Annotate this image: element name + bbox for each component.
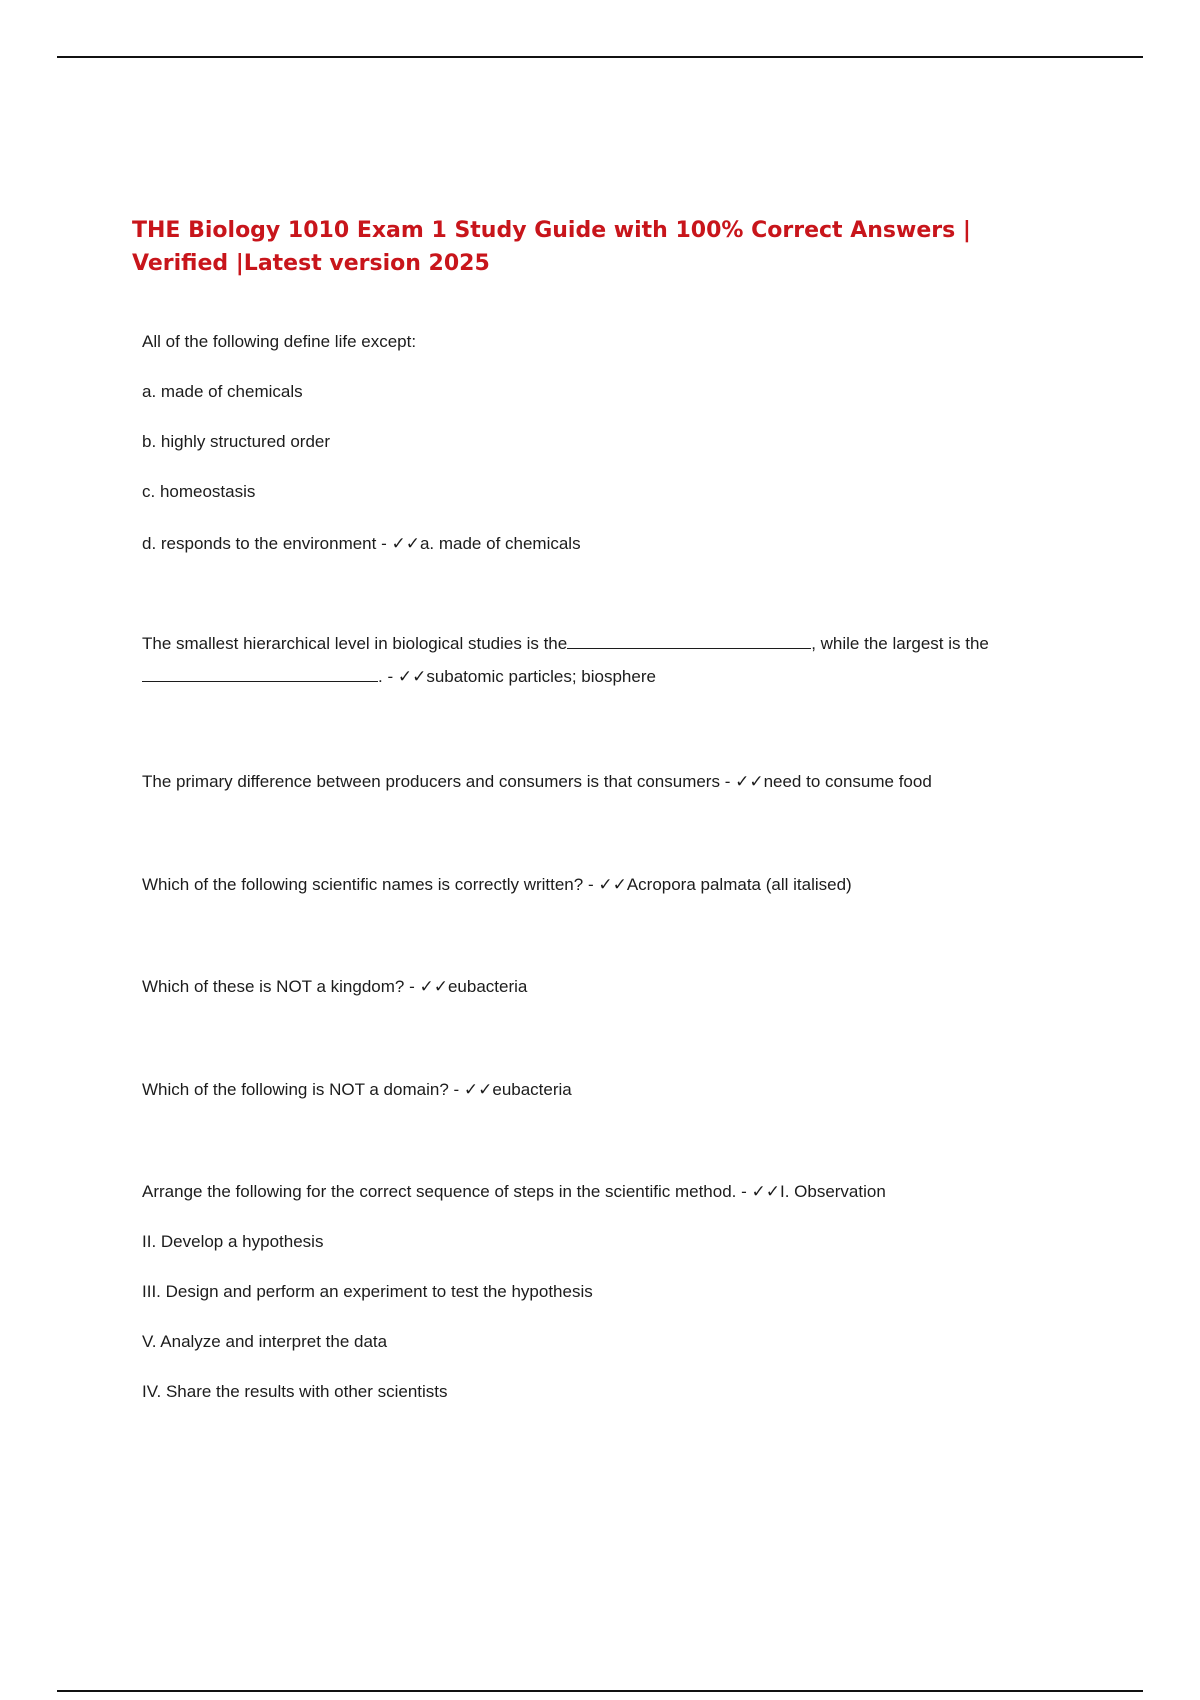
q3-text: The primary difference between producers and consumers is that consumers - ✓✓need to consume food bbox=[142, 772, 932, 791]
q2-text-part1: The smallest hierarchical level in biological studies is the bbox=[142, 634, 568, 653]
q1-option-d-answer: d. responds to the environment - ✓✓a. made of chemicals bbox=[142, 534, 581, 553]
answer-blank bbox=[567, 632, 811, 649]
top-rule bbox=[57, 56, 1143, 58]
q2-text-part3: . - ✓✓subatomic particles; biosphere bbox=[378, 667, 656, 686]
q1-option-c: c. homeostasis bbox=[142, 482, 256, 501]
q7-step-3: III. Design and perform an experiment to test the hypothesis bbox=[142, 1282, 593, 1301]
q2-line-2 bbox=[142, 665, 656, 689]
q7-step-4: V. Analyze and interpret the data bbox=[142, 1332, 388, 1351]
bottom-rule bbox=[57, 1690, 1143, 1692]
q2-line-1 bbox=[142, 632, 989, 656]
q2-text-part2: , while the largest is the bbox=[811, 634, 989, 653]
answer-blank bbox=[142, 665, 378, 682]
q1-question: All of the following define life except: bbox=[142, 332, 417, 351]
q7-question: Arrange the following for the correct sequence of steps in the scientific method. - ✓✓I. Observation bbox=[142, 1182, 886, 1201]
q7-step-5: IV. Share the results with other scientists bbox=[142, 1382, 448, 1401]
q1-option-b: b. highly structured order bbox=[142, 432, 331, 451]
q7-step-2: II. Develop a hypothesis bbox=[142, 1232, 324, 1251]
q4-text: Which of the following scientific names is correctly written? - ✓✓Acropora palmata (all italised) bbox=[142, 875, 852, 894]
q5-text: Which of these is NOT a kingdom? - ✓✓eubacteria bbox=[142, 977, 528, 996]
document-title: THE Biology 1010 Exam 1 Study Guide with 100% Correct Answers | Verified |Latest version 2025 bbox=[132, 218, 971, 276]
q1-option-a: a. made of chemicals bbox=[142, 382, 303, 401]
q6-text: Which of the following is NOT a domain? - ✓✓eubacteria bbox=[142, 1080, 572, 1099]
